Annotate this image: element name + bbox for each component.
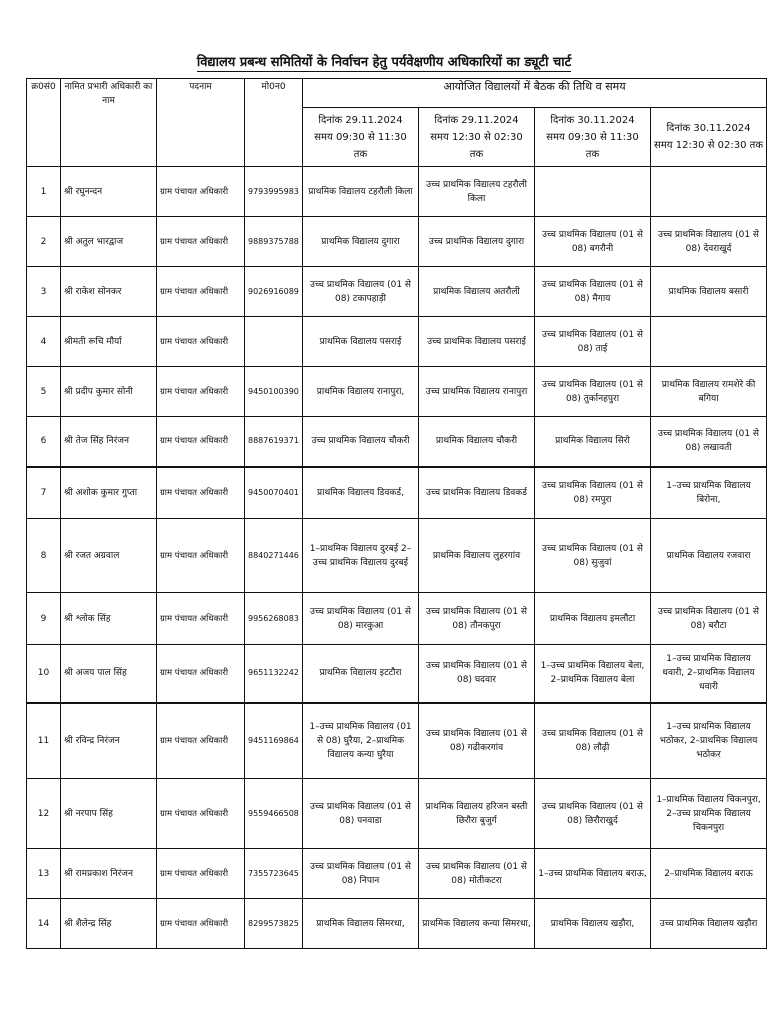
slot-1-date: दिनांक 29.11.2024 xyxy=(318,114,403,126)
header-slot-4 xyxy=(651,108,767,167)
cell-slot-4: प्राथमिक विद्यालय रामशेरे की बगिया xyxy=(651,367,767,417)
header-name: नामित प्रभारी अधिकारी का नाम xyxy=(61,79,157,167)
cell-slot-2: उच्च प्राथमिक विद्यालय रानापुरा xyxy=(419,367,535,417)
cell-slot-4: 1–प्राथमिक विद्यालय चिकनपुरा, 2–उच्च प्राथमिक विद्यालय चिकनपुरा xyxy=(651,779,767,849)
cell-slot-1: उच्च प्राथमिक विद्यालय (01 से 08) निपान xyxy=(303,849,419,899)
cell-slot-1: उच्च प्राथमिक विद्यालय चौकरी xyxy=(303,417,419,467)
cell-slot-2: प्राथमिक विद्यालय हरिजन बस्ती छिरौरा बुजुर्ग xyxy=(419,779,535,849)
cell-slot-2: उच्च प्राथमिक विद्यालय पसराई xyxy=(419,317,535,367)
cell-slot-2: उच्च प्राथमिक विद्यालय दुगारा xyxy=(419,217,535,267)
cell-mobile: 9451169864 xyxy=(245,703,303,779)
document-title xyxy=(0,52,768,70)
cell-mobile: 9450100390 xyxy=(245,367,303,417)
cell-slot-3: उच्च प्राथमिक विद्यालय (01 से 08) बगरौनी xyxy=(535,217,651,267)
cell-slot-3: 1–उच्च प्राथमिक विद्यालय बेला, 2–प्राथमिक विद्यालय बेला xyxy=(535,645,651,703)
cell-slot-4: उच्च प्राथमिक विद्यालय खड़ौरा xyxy=(651,899,767,949)
header-mobile: मो0न0 xyxy=(245,79,303,167)
cell-designation: ग्राम पंचायत अधिकारी xyxy=(157,703,245,779)
header-meeting-group: आयोजित विद्यालयों में बैठक की तिथि व समय xyxy=(303,79,767,108)
cell-sn: 2 xyxy=(27,217,61,267)
cell-slot-4: प्राथमिक विद्यालय रजवारा xyxy=(651,519,767,593)
cell-slot-3: उच्च प्राथमिक विद्यालय (01 से 08) छिरौराखुर्द xyxy=(535,779,651,849)
cell-mobile: 9889375788 xyxy=(245,217,303,267)
slot-4-time: समय 12:30 से 02:30 तक xyxy=(654,140,764,151)
cell-slot-1: उच्च प्राथमिक विद्यालय (01 से 08) पनवाडा xyxy=(303,779,419,849)
cell-name: श्री प्रदीप कुमार सोनी xyxy=(61,367,157,417)
table-row xyxy=(27,217,767,267)
table-row xyxy=(27,467,767,519)
header-sn: क्र0सं0 xyxy=(27,79,61,167)
cell-sn: 3 xyxy=(27,267,61,317)
cell-slot-3: उच्च प्राथमिक विद्यालय (01 से 08) लौढ़ी xyxy=(535,703,651,779)
cell-designation: ग्राम पंचायत अधिकारी xyxy=(157,849,245,899)
cell-designation: ग्राम पंचायत अधिकारी xyxy=(157,899,245,949)
cell-slot-2: प्राथमिक विद्यालय चौकरी xyxy=(419,417,535,467)
cell-slot-2: प्राथमिक विद्यालय लुहरगांव xyxy=(419,519,535,593)
cell-slot-3 xyxy=(535,167,651,217)
cell-name: श्री तेज सिंह निरंजन xyxy=(61,417,157,467)
cell-slot-2: उच्च प्राथमिक विद्यालय टहरौली किला xyxy=(419,167,535,217)
cell-name: श्री रजत अग्रवाल xyxy=(61,519,157,593)
cell-slot-1: 1–प्राथमिक विद्यालय दुरबई 2–उच्च प्राथमिक विद्यालय दुरबई xyxy=(303,519,419,593)
cell-slot-2: उच्च प्राथमिक विद्यालय (01 से 08) गढीकरगांव xyxy=(419,703,535,779)
cell-name: श्री अतुल भारद्वाज xyxy=(61,217,157,267)
cell-mobile: 9559466508 xyxy=(245,779,303,849)
cell-mobile: 9450070401 xyxy=(245,467,303,519)
cell-slot-2: प्राथमिक विद्यालय कन्या सिमरधा, xyxy=(419,899,535,949)
cell-slot-2: उच्च प्राथमिक विद्यालय डिवकर्ड xyxy=(419,467,535,519)
cell-designation: ग्राम पंचायत अधिकारी xyxy=(157,217,245,267)
cell-slot-3: उच्च प्राथमिक विद्यालय (01 से 08) रमपुरा xyxy=(535,467,651,519)
table-row xyxy=(27,899,767,949)
cell-name: श्री शैलेन्द्र सिंह xyxy=(61,899,157,949)
cell-designation: ग्राम पंचायत अधिकारी xyxy=(157,167,245,217)
table-row xyxy=(27,317,767,367)
cell-slot-3: 1–उच्च प्राथमिक विद्यालय बराऊ, xyxy=(535,849,651,899)
table-row xyxy=(27,267,767,317)
cell-designation: ग्राम पंचायत अधिकारी xyxy=(157,467,245,519)
cell-slot-1: उच्च प्राथमिक विद्यालय (01 से 08) मारकुआ xyxy=(303,593,419,645)
cell-slot-1: प्राथमिक विद्यालय पसराई xyxy=(303,317,419,367)
table-row xyxy=(27,645,767,703)
table-row xyxy=(27,417,767,467)
cell-name: श्री नरपाप सिंह xyxy=(61,779,157,849)
table-row xyxy=(27,593,767,645)
cell-designation: ग्राम पंचायत अधिकारी xyxy=(157,267,245,317)
header-slot-1 xyxy=(303,108,419,167)
cell-slot-4: उच्च प्राथमिक विद्यालय (01 से 08) देवराखुर्द xyxy=(651,217,767,267)
cell-slot-4: उच्च प्राथमिक विद्यालय (01 से 08) बरौटा xyxy=(651,593,767,645)
cell-slot-1: प्राथमिक विद्यालय दुगारा xyxy=(303,217,419,267)
cell-slot-1: प्राथमिक विद्यालय सिमरधा, xyxy=(303,899,419,949)
slot-4-date: दिनांक 30.11.2024 xyxy=(666,123,751,134)
cell-name: श्री अजय पाल सिंह xyxy=(61,645,157,703)
cell-slot-4: उच्च प्राथमिक विद्यालय (01 से 08) लखावती xyxy=(651,417,767,467)
cell-slot-1: प्राथमिक विद्यालय डिवकर्ड, xyxy=(303,467,419,519)
cell-sn: 9 xyxy=(27,593,61,645)
cell-designation: ग्राम पंचायत अधिकारी xyxy=(157,317,245,367)
cell-name: श्री श्लोक सिंह xyxy=(61,593,157,645)
slot-2-time: समय 12:30 से 02:30 तक xyxy=(430,131,523,160)
cell-sn: 1 xyxy=(27,167,61,217)
cell-sn: 14 xyxy=(27,899,61,949)
cell-sn: 4 xyxy=(27,317,61,367)
cell-slot-4: 1–उच्च प्राथमिक विद्यालय धवारी, 2–प्राथमिक विद्यालय धवारी xyxy=(651,645,767,703)
cell-slot-3: प्राथमिक विद्यालय खड़ौरा, xyxy=(535,899,651,949)
cell-slot-4: प्राथमिक विद्यालय बसारी xyxy=(651,267,767,317)
cell-name: श्री रघुनन्दन xyxy=(61,167,157,217)
cell-slot-3: उच्च प्राथमिक विद्यालय (01 से 08) तुर्कानहपुरा xyxy=(535,367,651,417)
cell-slot-1: प्राथमिक विद्यालय इटटौरा xyxy=(303,645,419,703)
cell-slot-3: उच्च प्राथमिक विद्यालय (01 से 08) ताई xyxy=(535,317,651,367)
table-row xyxy=(27,849,767,899)
cell-slot-1: 1–उच्च प्राथमिक विद्यालय (01 से 08) घुरैया, 2–प्राथमिक विद्यालय कन्या घुरैया xyxy=(303,703,419,779)
cell-slot-4: 2–प्राथमिक विद्यालय बराऊ xyxy=(651,849,767,899)
table-row xyxy=(27,519,767,593)
cell-slot-1: प्राथमिक विद्यालय टहरौली किला xyxy=(303,167,419,217)
cell-sn: 11 xyxy=(27,703,61,779)
header-designation: पदनाम xyxy=(157,79,245,167)
table-row xyxy=(27,367,767,417)
cell-slot-4: 1–उच्च प्राथमिक विद्यालय बिरोना, xyxy=(651,467,767,519)
document-title-text: विद्यालय प्रबन्ध समितियों के निर्वाचन हेतु पर्यवेक्षणीय अधिकारियों का ड्यूटी चार्ट xyxy=(196,55,572,70)
cell-slot-4 xyxy=(651,167,767,217)
cell-designation: ग्राम पंचायत अधिकारी xyxy=(157,779,245,849)
cell-slot-4 xyxy=(651,317,767,367)
table-row xyxy=(27,779,767,849)
cell-mobile: 7355723645 xyxy=(245,849,303,899)
cell-slot-2: उच्च प्राथमिक विद्यालय (01 से 08) मोतीकटरा xyxy=(419,849,535,899)
cell-name: श्री रविन्द्र निरंजन xyxy=(61,703,157,779)
table-body xyxy=(27,167,767,949)
slot-1-time: समय 09:30 से 11:30 तक xyxy=(314,131,407,160)
table-header xyxy=(27,79,767,167)
slot-3-time: समय 09:30 से 11:30 तक xyxy=(546,131,639,160)
cell-sn: 8 xyxy=(27,519,61,593)
cell-slot-3: प्राथमिक विद्यालय सिरो xyxy=(535,417,651,467)
slot-2-date: दिनांक 29.11.2024 xyxy=(434,114,519,126)
cell-slot-3: प्राथमिक विद्यालय इमलौटा xyxy=(535,593,651,645)
cell-designation: ग्राम पंचायत अधिकारी xyxy=(157,519,245,593)
duty-chart-table xyxy=(26,78,767,949)
cell-slot-4: 1–उच्च प्राथमिक विद्यालय भठोकर, 2–प्राथमिक विद्यालय भठोकर xyxy=(651,703,767,779)
cell-slot-2: प्राथमिक विद्यालय अतरौली xyxy=(419,267,535,317)
cell-designation: ग्राम पंचायत अधिकारी xyxy=(157,593,245,645)
table-row xyxy=(27,167,767,217)
cell-sn: 13 xyxy=(27,849,61,899)
cell-sn: 6 xyxy=(27,417,61,467)
cell-mobile: 9793995983 xyxy=(245,167,303,217)
cell-slot-1: प्राथमिक विद्यालय रानापुरा, xyxy=(303,367,419,417)
cell-slot-2: उच्च प्राथमिक विद्यालय (01 से 08) तौनकपुरा xyxy=(419,593,535,645)
cell-mobile xyxy=(245,317,303,367)
cell-sn: 12 xyxy=(27,779,61,849)
cell-mobile: 9956268083 xyxy=(245,593,303,645)
cell-designation: ग्राम पंचायत अधिकारी xyxy=(157,367,245,417)
cell-slot-3: उच्च प्राथमिक विद्यालय (01 से 08) सुजुवां xyxy=(535,519,651,593)
cell-name: श्रीमती रूचि मौर्या xyxy=(61,317,157,367)
cell-slot-2: उच्च प्राथमिक विद्यालय (01 से 08) घदवार xyxy=(419,645,535,703)
cell-designation: ग्राम पंचायत अधिकारी xyxy=(157,417,245,467)
header-slot-3 xyxy=(535,108,651,167)
cell-name: श्री रामप्रकाश निरंजन xyxy=(61,849,157,899)
cell-slot-3: उच्च प्राथमिक विद्यालय (01 से 08) मैगाय xyxy=(535,267,651,317)
cell-mobile: 8299573825 xyxy=(245,899,303,949)
cell-mobile: 9651132242 xyxy=(245,645,303,703)
cell-mobile: 8887619371 xyxy=(245,417,303,467)
table-row xyxy=(27,703,767,779)
cell-mobile: 9026916089 xyxy=(245,267,303,317)
cell-slot-1: उच्च प्राथमिक विद्यालय (01 से 08) टकापहाड़ी xyxy=(303,267,419,317)
cell-name: श्री राकेश सोनकर xyxy=(61,267,157,317)
cell-sn: 10 xyxy=(27,645,61,703)
cell-designation: ग्राम पंचायत अधिकारी xyxy=(157,645,245,703)
slot-3-date: दिनांक 30.11.2024 xyxy=(550,114,635,126)
cell-mobile: 8840271446 xyxy=(245,519,303,593)
header-slot-2 xyxy=(419,108,535,167)
cell-sn: 5 xyxy=(27,367,61,417)
cell-name: श्री अशोक कुमार गुप्ता xyxy=(61,467,157,519)
cell-sn: 7 xyxy=(27,467,61,519)
